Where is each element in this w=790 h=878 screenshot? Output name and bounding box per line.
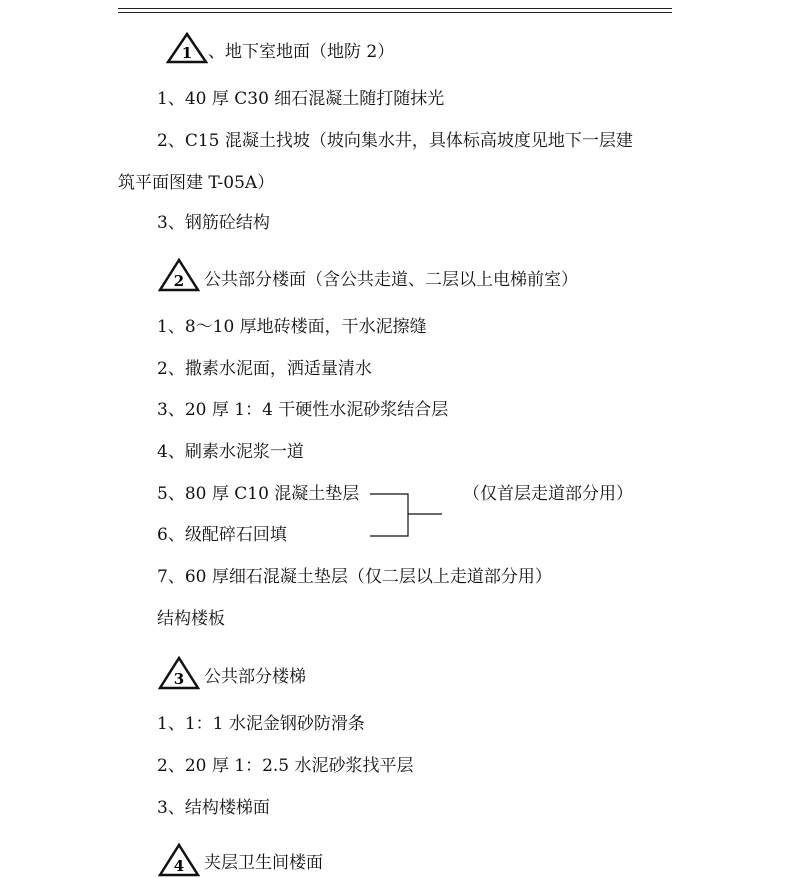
section-3-item-2: 2、20 厚 1：2.5 水泥砂浆找平层 bbox=[157, 756, 414, 776]
top-rule bbox=[118, 8, 672, 9]
marker-number-1: 1 bbox=[181, 44, 193, 62]
section-4-title: 夹层卫生间楼面 bbox=[204, 853, 323, 873]
bracket-note: （仅首层走道部分用） bbox=[463, 484, 633, 504]
section-1-item-1: 1、40 厚 C30 细石混凝土随打随抹光 bbox=[157, 89, 445, 109]
section-2-title: 公共部分楼面（含公共走道、二层以上电梯前室） bbox=[204, 270, 578, 290]
section-2-item-5: 5、80 厚 C10 混凝土垫层 bbox=[157, 484, 360, 504]
section-1-item-2-cont: 筑平面图建 T-05A） bbox=[118, 173, 275, 193]
section-2-item-1: 1、8～10 厚地砖楼面，干水泥擦缝 bbox=[157, 317, 427, 337]
section-1-item-3: 3、钢筋砼结构 bbox=[157, 213, 270, 233]
triangle-marker-4 bbox=[158, 843, 200, 877]
top-rule-2 bbox=[118, 12, 672, 13]
section-2-item-7: 7、60 厚细石混凝土垫层（仅二层以上走道部分用） bbox=[157, 567, 552, 587]
section-2-item-4: 4、刷素水泥浆一道 bbox=[157, 442, 304, 462]
marker-number-4: 4 bbox=[173, 857, 185, 875]
section-3-item-3: 3、结构楼梯面 bbox=[157, 798, 270, 818]
section-3-title: 公共部分楼梯 bbox=[204, 667, 306, 687]
section-2-item-2: 2、撒素水泥面，洒适量清水 bbox=[157, 359, 372, 379]
bracket-connector bbox=[370, 490, 446, 546]
section-2-item-6: 6、级配碎石回填 bbox=[157, 525, 287, 545]
marker-number-2: 2 bbox=[173, 272, 185, 290]
section-2-item-3: 3、20 厚 1：4 干硬性水泥砂浆结合层 bbox=[157, 400, 449, 420]
section-2-item-8: 结构楼板 bbox=[157, 609, 225, 629]
section-1-item-2: 2、C15 混凝土找坡（坡向集水井，具体标高坡度见地下一层建 bbox=[157, 131, 633, 151]
triangle-marker-2 bbox=[158, 258, 200, 292]
section-1-title: 、地下室地面（地防 2） bbox=[208, 42, 395, 62]
section-3-item-1: 1、1：1 水泥金钢砂防滑条 bbox=[157, 714, 365, 734]
triangle-marker-3 bbox=[158, 656, 200, 690]
triangle-marker-1 bbox=[166, 32, 208, 64]
marker-number-3: 3 bbox=[173, 670, 185, 688]
